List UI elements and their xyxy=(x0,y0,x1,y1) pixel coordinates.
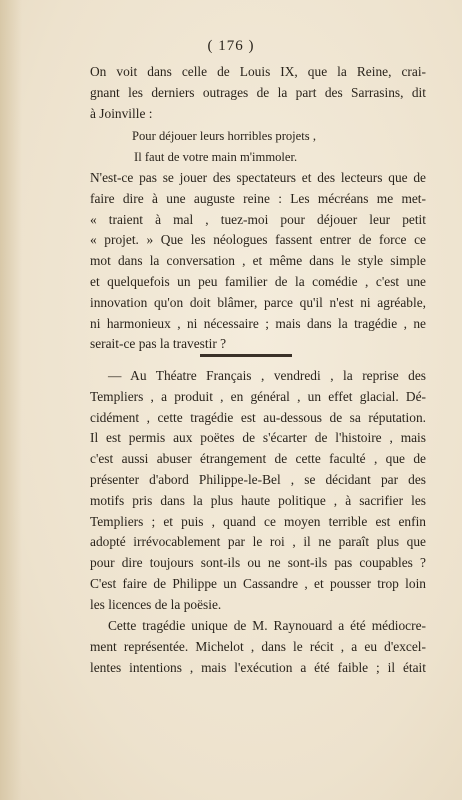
text-line: « projet. » Que les néologues fassent entrer de force ce xyxy=(90,232,426,248)
text-line: Il est permis aux poëtes de s'écarter de l'histoire , mais xyxy=(90,430,426,446)
text-line: c'est aussi abuser étrangement de cette faculté , que de xyxy=(90,451,426,467)
verse-line: Il faut de votre main m'immoler. xyxy=(134,149,298,164)
text-line: présenter d'abord Philippe-le-Bel , se décidant par des xyxy=(90,471,426,487)
paragraph-neologues xyxy=(90,168,426,355)
page-number: ( 176 ) xyxy=(207,38,255,54)
verse-line: Pour déjouer leurs horribles projets , xyxy=(132,129,316,143)
text-line: faire dire à une auguste reine : Les mécréans me met- xyxy=(90,190,426,206)
text-line: Templiers , a produit , en général , un effet glacial. Dé- xyxy=(90,388,426,404)
text-line: gnant les derniers outrages de la part des Sarrasins, dit xyxy=(90,84,426,100)
text-line: « traient à mal , tuez-moi pour déjouer leur petit xyxy=(90,211,426,227)
text-line: mot dans la conversation , et même dans le style simple xyxy=(90,253,426,269)
paragraph-raynouard xyxy=(90,616,426,678)
paragraph-templiers xyxy=(90,366,426,616)
text-line: — Au Théatre Français , vendredi , la reprise des xyxy=(108,368,426,383)
text-line: ment représentée. Michelot , dans le récit , a eu d'excel- xyxy=(90,638,426,654)
section-divider xyxy=(200,354,292,357)
text-line: Cette tragédie unique de M. Raynouard a été médiocre- xyxy=(108,618,426,633)
text-line: Templiers ; et puis , quand ce moyen terrible est enfin xyxy=(90,513,426,529)
verse-quote xyxy=(132,126,412,168)
text-line: N'est-ce pas se jouer des spectateurs et des lecteurs que de xyxy=(90,170,426,185)
text-line: lentes intentions , mais l'exécution a été faible ; il était xyxy=(90,659,426,675)
text-line: ni harmonieux , ni nécessaire ; mais dans la tragédie , ne xyxy=(90,315,426,331)
text-line: motifs pris dans la plus haute politique , à sacrifier les xyxy=(90,492,426,508)
text-line: à Joinville : xyxy=(90,105,153,121)
text-line: serait-ce pas la travestir ? xyxy=(90,336,227,352)
text-line: adopté irrévocablement par le roi , il ne paraît plus que xyxy=(90,534,426,550)
text-line: et quelquefois un peu familier de la comédie , c'est une xyxy=(90,273,426,289)
text-line: On voit dans celle de Louis IX, que la Reine, crai- xyxy=(90,64,426,79)
text-line: innovation qu'on doit blâmer, parce qu'il n'est ni agréable, xyxy=(90,294,426,310)
text-line: pour dire toujours sont-ils ou ne sont-ils pas coupables ? xyxy=(90,555,426,571)
paragraph-louis-ix xyxy=(90,62,426,124)
text-line: cidément , cette tragédie est au-dessous de sa réputation. xyxy=(90,409,426,425)
text-line: les licences de la poësie. xyxy=(90,596,222,612)
text-line: C'est faire de Philippe un Cassandre , et pousser trop loin xyxy=(90,575,426,591)
page-gutter-shadow xyxy=(0,0,22,800)
